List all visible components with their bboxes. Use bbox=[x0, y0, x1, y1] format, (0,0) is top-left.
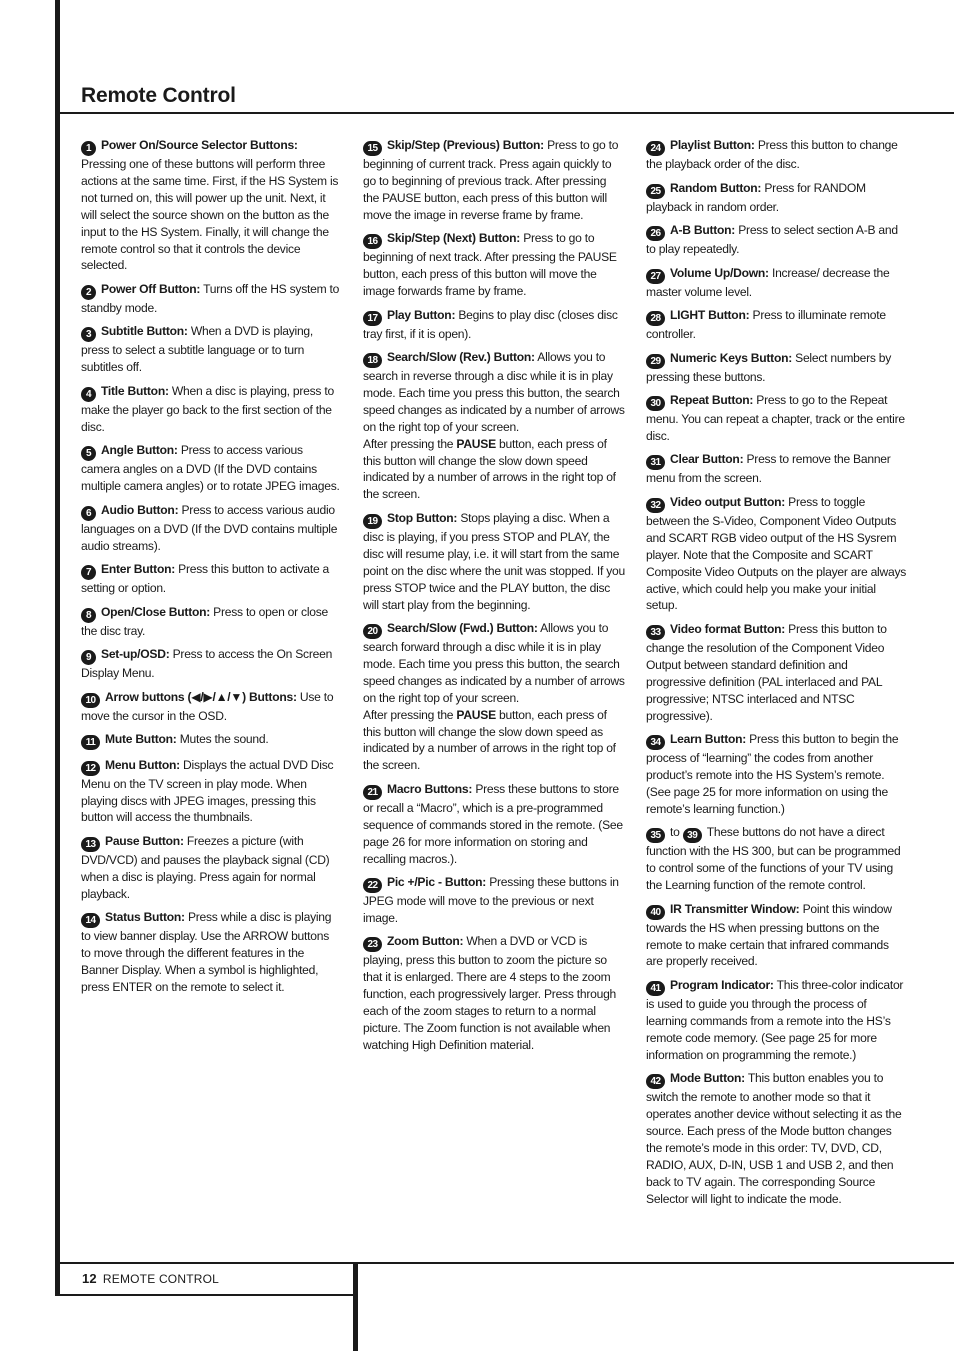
text-column-1 bbox=[81, 137, 341, 1003]
callout-number-badge: 30 bbox=[646, 396, 665, 411]
button-description bbox=[646, 222, 908, 258]
button-description-text: Press to go to the Repeat menu. You can repeat a chapter, track or the entire disc. bbox=[646, 393, 905, 443]
callout-number-badge: 10 bbox=[81, 693, 100, 708]
button-label: Enter Button: bbox=[101, 562, 176, 577]
callout-number-badge: 25 bbox=[646, 184, 665, 199]
button-label: Skip/Step (Previous) Button: bbox=[387, 138, 544, 152]
button-description-text: Turns off the HS system to standby mode. bbox=[81, 281, 340, 315]
callout-number-badge: 24 bbox=[646, 141, 665, 156]
callout-number-badge: 40 bbox=[646, 905, 665, 920]
button-label: Pic +/Pic - Button: bbox=[387, 875, 487, 890]
callout-number-badge: 33 bbox=[646, 625, 665, 640]
button-description-text: This button enables you to switch the remote to another mode so that it operates another device without selecting it as the source. Each press of the Mode button changes the remote’s mode in this order: TV, DVD, CD, RADIO, AUX, D-IN, USB 1 and USB 2, and then back to TV again. The corresponding Source Selector will light to indicate the mode. bbox=[646, 1071, 902, 1206]
button-description-text: Pressing one of these buttons will perform three actions at the same time. First, if the HS System is not turned on, this will power up the unit. Next, it will select the source shown on the button as the input to the HS System. Finally, it will change the remote control so that it controls the device selected. bbox=[81, 157, 339, 273]
button-label: Open/Close Button: bbox=[101, 604, 211, 619]
button-description bbox=[646, 180, 908, 216]
button-description bbox=[646, 265, 908, 301]
button-description bbox=[81, 502, 341, 555]
button-label: LIGHT Button: bbox=[670, 308, 750, 322]
callout-number-badge: 28 bbox=[646, 311, 665, 326]
button-description-text: Press these buttons to store or recall a “Macro”, which is a pre-programmed sequence of commands stored in the remote. (See page 26 for more information on storing and recalling macros.). bbox=[363, 781, 623, 866]
button-description bbox=[646, 621, 908, 725]
button-description bbox=[363, 620, 625, 774]
button-label: Set-up/OSD: bbox=[101, 647, 170, 662]
button-label: Volume Up/Down: bbox=[670, 265, 769, 280]
button-label: Play Button: bbox=[387, 307, 456, 322]
button-description-text: Increase/ decrease the master volume level. bbox=[646, 265, 890, 299]
left-margin-bar bbox=[55, 0, 60, 1296]
button-description-text: Press to go to beginning of next track. After pressing the PAUSE button, each press of this button will move the image forwards frame by frame. bbox=[363, 231, 617, 299]
button-label: Macro Buttons: bbox=[387, 781, 473, 796]
range-to-text: to bbox=[670, 825, 680, 840]
callout-number-badge: 19 bbox=[363, 514, 382, 529]
button-label: Power On/Source Selector Buttons: bbox=[101, 138, 298, 152]
callout-number-badge: 29 bbox=[646, 354, 665, 369]
button-description-text: Displays the actual DVD Disc Menu on the TV screen in play mode. When playing discs with JPEG images, pressing this button will access the thumbnails. bbox=[81, 757, 334, 825]
callout-number-badge: 31 bbox=[646, 455, 665, 470]
button-description-text: When a disc is playing, press to make the player go back to the first section of the disc. bbox=[81, 383, 334, 434]
button-label: Subtitle Button: bbox=[101, 324, 188, 339]
button-label: Power Off Button: bbox=[101, 281, 201, 296]
button-description bbox=[363, 874, 625, 927]
button-label: Clear Button: bbox=[670, 452, 744, 467]
page-title: Remote Control bbox=[81, 84, 236, 107]
button-label: Zoom Button: bbox=[387, 934, 464, 949]
button-description bbox=[646, 824, 908, 894]
button-description bbox=[81, 383, 341, 436]
callout-number-badge: 22 bbox=[363, 878, 382, 893]
button-description bbox=[646, 977, 908, 1064]
button-description bbox=[81, 646, 341, 682]
button-description-text: Press to access various audio languages on a DVD (If the DVD contains multiple audio streams). bbox=[81, 502, 338, 553]
button-description-text: Press this button to activate a setting or option. bbox=[81, 562, 330, 596]
button-label: Status Button: bbox=[105, 910, 185, 925]
button-label: IR Transmitter Window: bbox=[670, 901, 800, 916]
callout-number-badge: 20 bbox=[363, 624, 382, 639]
button-description bbox=[646, 451, 908, 487]
button-description-text: Begins to play disc (closes disc tray first, if it is open). bbox=[363, 307, 618, 341]
callout-number-badge: 12 bbox=[81, 761, 100, 776]
callout-number-badge: 18 bbox=[363, 353, 382, 368]
callout-number-badge: 32 bbox=[646, 498, 665, 513]
description-continued-text: After pressing the bbox=[363, 707, 457, 722]
callout-number-badge: 6 bbox=[81, 506, 96, 521]
callout-number-badge: 21 bbox=[363, 785, 382, 800]
description-continued-text: button, each press of this button will change the slow down speed indicated by a number of arrows in the right top of the screen. bbox=[363, 436, 616, 502]
button-description-text: Press for RANDOM playback in random order. bbox=[646, 180, 866, 214]
button-description bbox=[363, 307, 625, 343]
button-description bbox=[81, 137, 341, 274]
button-description bbox=[363, 230, 625, 300]
callout-number-badge: 41 bbox=[646, 981, 665, 996]
callout-number-badge: 7 bbox=[81, 565, 96, 580]
button-description bbox=[81, 561, 341, 597]
callout-number-badge: 13 bbox=[81, 837, 100, 852]
button-description bbox=[81, 604, 341, 640]
button-description-text: Allows you to search in reverse through a disc while it is in play mode. Each time you press this button, the search speed changes as indicated by a number of arrows on the right top of your screen. bbox=[363, 350, 625, 434]
button-label: Repeat Button: bbox=[670, 393, 754, 407]
button-label: Program Indicator: bbox=[670, 977, 774, 992]
button-description bbox=[646, 731, 908, 818]
button-label: Stop Button: bbox=[387, 510, 458, 525]
button-description bbox=[81, 442, 341, 495]
button-description bbox=[363, 510, 625, 614]
button-description-text: Pressing these buttons in JPEG mode will move to the previous or next image. bbox=[363, 875, 619, 925]
button-description bbox=[363, 349, 625, 503]
button-label: Pause Button: bbox=[105, 833, 184, 848]
button-label: Learn Button: bbox=[670, 732, 747, 747]
footer-box-rule bbox=[55, 1294, 357, 1296]
button-description bbox=[81, 689, 341, 725]
button-description-text: Allows you to search forward through a disc while it is in play mode. Each time you press this button, the search speed changes as indicated by a number of arrows on the right top of your screen. bbox=[363, 621, 625, 705]
button-description-text: Press this button to change the playback order of the disc. bbox=[646, 138, 898, 171]
button-description-text: When a DVD or VCD is playing, press this button to zoom the picture so that it is enlarged. There are 4 steps to the zoom function, each progressively larger. Press through each of the zoom stages to return to a normal picture. The Zoom function is not available when watching High Definition material. bbox=[363, 934, 617, 1052]
button-label: Menu Button: bbox=[105, 757, 180, 772]
button-label: Search/Slow (Rev.) Button: bbox=[387, 350, 535, 365]
button-description bbox=[646, 901, 908, 971]
callout-number-badge: 42 bbox=[646, 1074, 665, 1089]
button-description bbox=[646, 1070, 908, 1207]
callout-number-badge: 34 bbox=[646, 735, 665, 750]
page-number: 12 bbox=[82, 1271, 97, 1286]
button-description-text: Press to remove the Banner menu from the screen. bbox=[646, 452, 891, 486]
callout-number-badge: 26 bbox=[646, 226, 665, 241]
button-label: Search/Slow (Fwd.) Button: bbox=[387, 621, 538, 635]
callout-number-badge: 1 bbox=[81, 141, 96, 156]
text-column-2 bbox=[363, 137, 625, 1061]
button-label: Skip/Step (Next) Button: bbox=[387, 231, 521, 246]
callout-number-badge: 16 bbox=[363, 234, 382, 249]
callout-number-badge: 4 bbox=[81, 387, 96, 402]
button-description-text: Press this button to change the resolution of the Component Video Output between standard definition and progressive definition (PAL interlaced and PAL progressive; NTSC interlaced and NTSC progressive). bbox=[646, 621, 887, 723]
button-description bbox=[646, 137, 908, 173]
callout-number-badge: 23 bbox=[363, 937, 382, 952]
callout-number-badge: 17 bbox=[363, 311, 382, 326]
pause-keyword: PAUSE bbox=[456, 707, 496, 722]
button-description bbox=[81, 909, 341, 996]
button-description-text: Stops playing a disc. When a disc is playing, if you press STOP and PLAY, the disc will resume play, i.e. it will start from the same point on the disc where the unit was stopped. If you press STOP twice and the PLAY button, the disc will start play from the beginning. bbox=[363, 510, 625, 612]
button-description-text: Press this button to begin the process of “learning” the codes from another product’s remote into the HS System’s remote. (See page 25 for more information on using the remote’s learning function.) bbox=[646, 732, 899, 816]
button-description bbox=[363, 137, 625, 224]
button-description bbox=[646, 494, 908, 614]
button-description-text: Use to move the cursor in the OSD. bbox=[81, 689, 334, 723]
button-description-text: When a DVD is playing, press to select a subtitle language or to turn subtitles off. bbox=[81, 324, 314, 375]
button-label: Angle Button: bbox=[101, 443, 178, 458]
button-description bbox=[363, 933, 625, 1053]
button-description-text: Press to go to beginning of current track. Press again quickly to go to beginning of previous track. After pressing the PAUSE button, each press of this button will move the image in reverse frame by frame. bbox=[363, 138, 619, 222]
callout-number-badge: 35 bbox=[646, 828, 665, 843]
description-continued-text: button, each press of this button will change the slow down speed as indicated by a number of arrows in the right top of the screen. bbox=[363, 707, 616, 773]
button-description-text: Press to toggle between the S-Video, Component Video Outputs and SCART RGB video output of the HS Sysrem player. Note that the Composite and SCART Composite Video Outputs on the player are always active, which could help you make your initial setup. bbox=[646, 494, 907, 613]
callout-number-badge: 15 bbox=[363, 141, 382, 156]
description-continued-text: After pressing the bbox=[363, 436, 457, 451]
button-description-text: Press to illuminate remote controller. bbox=[646, 308, 886, 341]
button-description bbox=[81, 323, 341, 376]
button-description-text: These buttons do not have a direct function with the HS 300, but can be programmed to control some of the functions of your TV using the Learning function of the remote control. bbox=[646, 825, 901, 893]
button-description bbox=[81, 757, 341, 827]
button-description bbox=[81, 731, 341, 750]
text-column-3 bbox=[646, 137, 908, 1214]
button-description bbox=[81, 281, 341, 317]
button-label: A-B Button: bbox=[670, 223, 736, 237]
button-label: Mute Button: bbox=[105, 732, 177, 747]
callout-number-badge: 11 bbox=[81, 735, 100, 750]
button-description-text: Press to select section A-B and to play repeatedly. bbox=[646, 223, 898, 256]
button-description-text: Press while a disc is playing to view banner display. Use the ARROW buttons to move through the different features in the Banner Display. When a symbol is highlighted, press ENTER on the remote to select it. bbox=[81, 910, 332, 994]
button-label: Arrow buttons (◀/▶/▲/▼) Buttons: bbox=[105, 689, 297, 704]
callout-number-badge: 2 bbox=[81, 285, 96, 300]
pause-keyword: PAUSE bbox=[456, 436, 496, 451]
callout-number-badge: 27 bbox=[646, 269, 665, 284]
button-label: Video format Button: bbox=[670, 621, 786, 636]
button-description-text: Mutes the sound. bbox=[179, 732, 269, 747]
callout-number-badge: 5 bbox=[81, 446, 96, 461]
button-label: Numeric Keys Button: bbox=[670, 350, 793, 365]
button-description-text: Press to open or close the disc tray. bbox=[81, 604, 329, 638]
button-description-text: Press to access the On Screen Display Menu. bbox=[81, 647, 333, 681]
footer-divider-bar bbox=[353, 1262, 358, 1351]
button-description bbox=[646, 392, 908, 445]
footer-rule bbox=[55, 1262, 954, 1264]
button-label: Random Button: bbox=[670, 180, 762, 195]
callout-number-badge: 9 bbox=[81, 650, 96, 665]
button-label: Video output Button: bbox=[670, 494, 786, 509]
button-label: Mode Button: bbox=[670, 1071, 745, 1086]
button-description bbox=[646, 350, 908, 386]
button-label: Title Button: bbox=[101, 383, 169, 398]
callout-number-badge: 14 bbox=[81, 913, 100, 928]
callout-number-badge: 8 bbox=[81, 608, 96, 623]
button-description bbox=[646, 307, 908, 343]
button-label: Audio Button: bbox=[101, 502, 179, 517]
footer-section-label: REMOTE CONTROL bbox=[102, 1272, 220, 1286]
button-description bbox=[363, 781, 625, 868]
header-rule bbox=[55, 112, 954, 114]
button-description-text: Freezes a picture (with DVD/VCD) and pauses the playback signal (CD) when a disc is playing. Press again for normal playback. bbox=[81, 833, 330, 901]
page-footer bbox=[82, 1271, 219, 1286]
callout-number-badge: 3 bbox=[81, 327, 96, 342]
button-description bbox=[81, 833, 341, 903]
button-description-text: Press to access various camera angles on a DVD (If the DVD contains multiple camera angles) or to rotate JPEG images. bbox=[81, 443, 340, 494]
callout-number-badge: 39 bbox=[683, 828, 702, 843]
button-description-text: Point this window towards the HS when pressing buttons on the remote to make certain that infrared commands are properly received. bbox=[646, 901, 892, 969]
button-description-text: This three-color indicator is used to guide you through the process of learning commands from a remote into the HS’s remote code memory. (See page 25 for more information on programming the remote.) bbox=[646, 977, 904, 1062]
button-description-text: Select numbers by pressing these buttons. bbox=[646, 350, 892, 384]
button-label: Playlist Button: bbox=[670, 138, 755, 152]
